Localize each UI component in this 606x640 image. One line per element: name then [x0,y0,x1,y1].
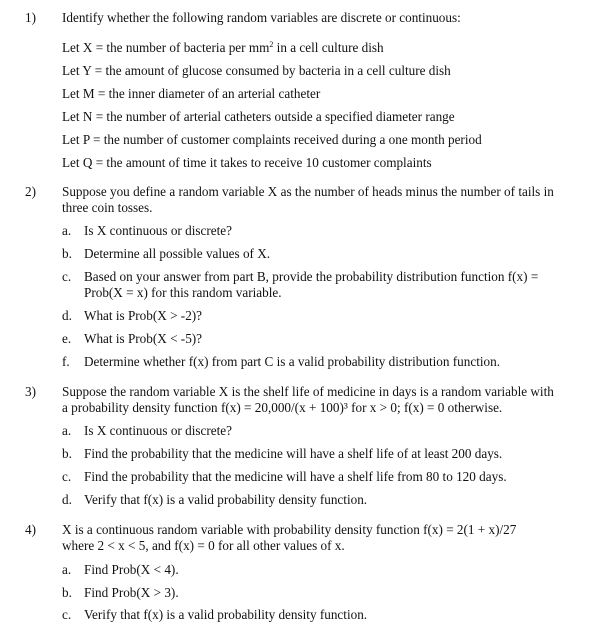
question-1-item: Let M = the inner diameter of an arterial catheter [62,86,321,101]
part-label: c. [62,469,72,484]
part-text: Verify that f(x) is a valid probability density function. [84,607,368,622]
part-text: What is Prob(X < -5)? [84,331,203,346]
question-1-number: 1) [25,10,36,25]
question-4-prompt: X is a continuous random variable with probability density function f(x) = 2(1 + x)/27 [62,522,517,537]
part-label: a. [62,223,72,238]
part-text: Find Prob(X < 4). [84,562,179,577]
question-3-prompt-continued: a probability density function f(x) = 20,000/(x + 100)³ for x > 0; f(x) = 0 otherwise. [62,400,503,415]
part-label: f. [62,354,70,369]
part-text: Is X continuous or discrete? [84,423,232,438]
part-label: b. [62,246,72,261]
question-1-item: Let N = the number of arterial catheters outside a specified diameter range [62,109,455,124]
part-label: b. [62,585,72,600]
part-text: Based on your answer from part B, provide the probability distribution function f(x) = [84,269,539,284]
question-4-prompt-continued: where 2 < x < 5, and f(x) = 0 for all other values of x. [62,538,345,553]
part-text: Find the probability that the medicine will have a shelf life from 80 to 120 days. [84,469,507,484]
question-3-prompt: Suppose the random variable X is the shelf life of medicine in days is a random variable with [62,384,554,399]
part-text: Is X continuous or discrete? [84,223,232,238]
part-label: a. [62,423,72,438]
question-1-item: Let X = the number of bacteria per $mm^2$ in a cell culture dish [62,40,384,55]
part-text: Find the probability that the medicine will have a shelf life of at least 200 days. [84,446,503,461]
part-label: d. [62,308,72,323]
part-text: Determine whether f(x) from part C is a valid probability distribution function. [84,354,501,369]
part-label: d. [62,492,72,507]
question-2-number: 2) [25,184,36,199]
part-label: a. [62,562,72,577]
part-label: e. [62,331,72,346]
part-text: Verify that f(x) is a valid probability density function. [84,492,368,507]
part-label: c. [62,269,72,284]
question-1-item: Let P = the number of customer complaints received during a one month period [62,132,482,147]
question-1-item: Let Y = the amount of glucose consumed by bacteria in a cell culture dish [62,63,451,78]
part-text-continued: Prob(X = x) for this random variable. [84,285,282,300]
question-3-number: 3) [25,384,36,399]
question-1-prompt: Identify whether the following random variables are discrete or continuous: [62,10,461,25]
question-4-number: 4) [25,522,36,537]
question-2-prompt: Suppose you define a random variable X as the number of heads minus the number of tails in [62,184,554,199]
part-text: Find Prob(X > 3). [84,585,179,600]
question-2-prompt-continued: three coin tosses. [62,200,153,215]
part-label: c. [62,607,72,622]
part-label: b. [62,446,72,461]
part-text: What is Prob(X > -2)? [84,308,203,323]
part-text: Determine all possible values of X. [84,246,271,261]
question-1-item: Let Q = the amount of time it takes to receive 10 customer complaints [62,155,432,170]
